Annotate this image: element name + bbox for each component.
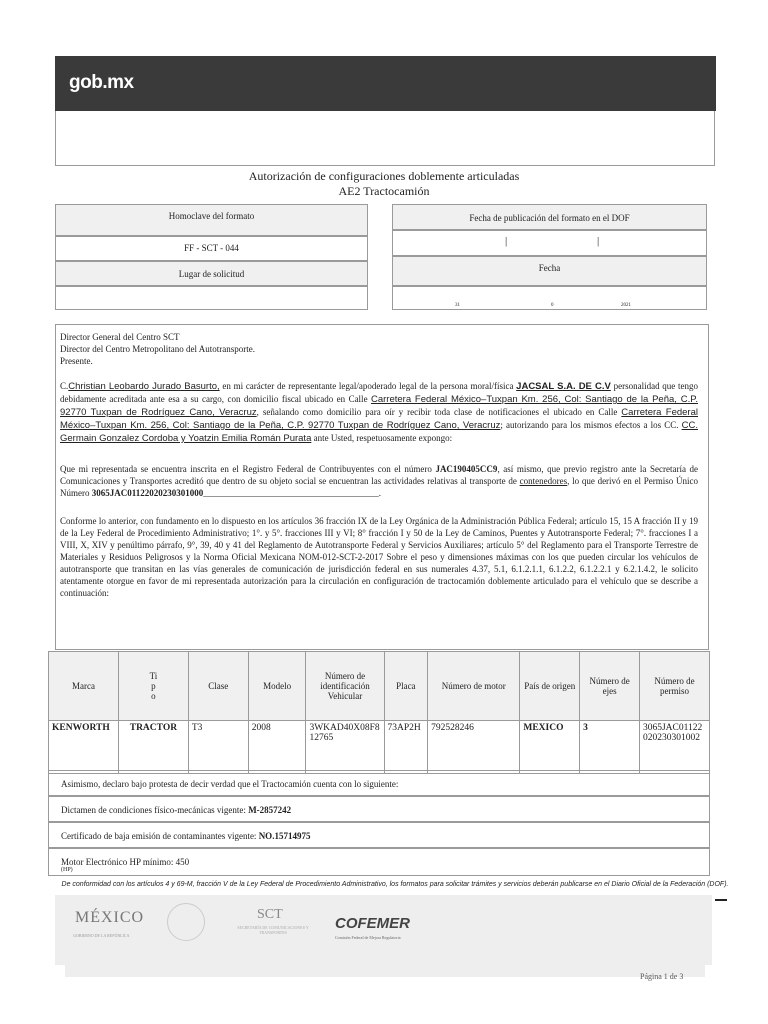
column-header: Ti p o [118, 652, 188, 721]
table-row [49, 721, 710, 774]
text-fragment: , señalando como domicilio para oír y recibir toda clase de notificaciones el ubicado en Calle [256, 407, 622, 417]
addressee-line: Director del Centro Metropolitano del Autotransporte. [60, 344, 255, 354]
cell-modelo: 2008 [248, 721, 306, 774]
cell-pais: MEXICO [520, 721, 580, 774]
fecha-label: Fecha [392, 256, 707, 286]
activity-type: contenedores [519, 476, 568, 486]
fecha-pub-label: Fecha de publicación del formato en el DOF [392, 204, 707, 230]
text-fragment: , lo que derivó en el Permiso Único Número [60, 476, 698, 498]
rfc-number: JAC190405CC9 [435, 464, 498, 474]
fecha-value[interactable] [392, 286, 707, 310]
cell-ejes: 3 [580, 721, 640, 774]
cell-marca: KENWORTH [49, 721, 119, 774]
column-header: Número de permiso [639, 652, 709, 721]
text-fragment: ; autorizando para los mismos efectos a los CC. [500, 420, 682, 430]
column-header: Modelo [248, 652, 306, 721]
motor-unit: (HP) [61, 867, 73, 873]
column-header: Número de identificación Vehicular [306, 652, 384, 721]
cofemer-logo: COFEMER [335, 915, 410, 932]
dictamen-value: M-2857242 [248, 805, 292, 815]
text-fragment: , así mismo, que previo registro ante la Secretaría de Comunicaciones y Transportes acreditó que dentro de su objeto social se encuentran las actividades relativas al transporte de [60, 464, 699, 486]
declaration-certificado [48, 822, 710, 848]
footer-band-lower [65, 965, 705, 977]
date-separator: | [597, 235, 600, 247]
sct-logo-sub: SECRETARÍA DE COMUNICACIONES Y TRANSPORTES [237, 925, 309, 935]
table-header-row [49, 652, 710, 721]
header-bar [55, 56, 716, 111]
form-title: Autorización de configuraciones doblemente articuladas [248, 169, 520, 183]
paragraph-representation [60, 380, 698, 445]
column-header: País de origen [520, 652, 580, 721]
certificado-label: Certificado de baja emisión de contaminantes vigente: [61, 831, 259, 841]
column-header: Número de ejes [580, 652, 640, 721]
lugar-label: Lugar de solicitud [55, 261, 368, 286]
mexico-logo-sub: GOBIERNO DE LA REPÚBLICA [73, 933, 130, 938]
fecha-year: 2021 [621, 303, 631, 308]
paragraph-registry [60, 463, 698, 499]
cell-clase: T3 [188, 721, 248, 774]
cofemer-logo-sub: Comisión Federal de Mejora Regulatoria [335, 935, 401, 940]
date-separator: | [505, 235, 508, 247]
text-fragment: en mi carácter de representante legal/apoderado legal de la persona moral/física [219, 381, 517, 391]
cell-permiso: 3065JAC01122020230301002 [639, 721, 709, 774]
dictamen-label: Dictamen de condiciones físico-mecánicas vigente: [61, 805, 249, 815]
text-fragment: personalidad que tengo debidamente acreditada ante esa a su cargo, con domicilio fiscal ubicado en Calle [60, 381, 698, 404]
form-subtitle: AE2 Tractocamión [338, 184, 430, 198]
text-fragment: Que mi representada se encuentra inscrita en el Registro Federal de Contribuyentes con el número [60, 464, 436, 474]
declaration-intro: Asimismo, declaro bajo protesta de decir verdad que el Tractocamión cuenta con lo siguiente: [48, 770, 710, 796]
fecha-pub-value[interactable] [392, 230, 707, 256]
permit-number: 3065JAC01122020230301000 [91, 488, 204, 498]
authorized-persons: CC. Germain Gonzalez Cordoba y Yoatzin Emilia Román Purata [60, 420, 699, 444]
footer-rule [715, 899, 727, 901]
paragraph-legal-basis: Conforme lo anterior, con fundamento en lo dispuesto en los artículos 36 fracción IX de la Ley Orgánica de la Administración Pública Federal; artículo 15, 15 A fracción II y 19 de la Ley Federal de Procedimiento Administrativo; 1°. y 5°. fracciones III y VI; 8° fracción I y 50 de la Ley de Caminos, Puentes y Autotransporte Federal; 7°. fracciones I a VIII, X, XIV y penúltimo párrafo, 9°, 39, 40 y 41 del Reglamento de Autotransporte Federal y Servicios Auxiliares; artículo 5° del Reglamento para el Transporte Terrestre de Materiales y Residuos Peligrosos y la Norma Oficial Mexicana NOM-012-SCT-2-2017 Sobre el peso y dimensiones máximas con los que pueden circular los vehículos de autotransporte que transitan en las vías generales de comunicación de jurisdicción federal en sus numerales 4.37, 5.1, 6.1.2.1.1, 6.1.2.2, 6.1.2.2.1 y 6.2.1.4.2, le solicito atentamente otorgue en favor de mi representada autorización para la circulación en configuración de tractocamión doblemente articulado para el vehículo que se describe a continuación: [60, 516, 698, 598]
fiscal-address: Carretera Federal México–Tuxpan Km. 256, Col: Santiago de la Peña, C.P. 92770 Tuxpan de Rodríguez Cano, Veracruz [60, 394, 698, 418]
fecha-month: 0 [551, 303, 554, 308]
declaration-dictamen [48, 796, 710, 822]
lugar-value[interactable] [55, 286, 368, 310]
declaration-motor [48, 848, 710, 876]
notification-address: Carretera Federal México–Tuxpan Km. 256, Col: Santiago de la Peña, C.P. 92770 Tuxpan de Rodríguez Cano, Veracruz [60, 407, 698, 431]
text-fragment: C. [60, 381, 69, 391]
cell-tipo: TRACTOR [118, 721, 188, 774]
letter-addressee [60, 331, 700, 367]
presente-line: Presente. [60, 356, 93, 366]
company-name: JACSAL S.A. DE C.V [516, 381, 611, 392]
addressee-line: Director General del Centro SCT [60, 332, 180, 342]
footer-legal-note: De conformidad con los artículos 4 y 69-M, fracción V de la Ley Federal de Procedimiento Administrativo, los formatos para solicitar trámites y servicios deberán publicarse en el Diario Oficial de la Federación (DOF). [61, 881, 729, 888]
column-header: Marca [49, 652, 119, 721]
column-header: Placa [384, 652, 428, 721]
text-fragment: ante Usted, respetuosamente expongo: [311, 433, 453, 443]
page-number: Página 1 de 3 [640, 972, 684, 981]
header-blank-box [55, 111, 715, 166]
vehicle-table [48, 651, 710, 774]
footer-band [55, 895, 712, 965]
homoclave-value: FF - SCT - 044 [55, 236, 368, 261]
fecha-day: 31 [455, 303, 460, 308]
sct-logo: SCT [257, 907, 283, 922]
certificado-value: NO.15714975 [258, 831, 311, 841]
representative-name: Christian Leobardo Jurado Basurto, [68, 381, 220, 392]
homoclave-label: Homoclave del formato [55, 204, 368, 236]
cell-motor: 792528246 [428, 721, 520, 774]
gobmx-logo: gob.mx [69, 72, 134, 93]
text-fragment: _______________________________________. [203, 488, 382, 498]
column-header: Clase [188, 652, 248, 721]
cell-niv: 3WKAD40X08F812765 [306, 721, 384, 774]
column-header: Número de motor [428, 652, 520, 721]
mexico-logo: MÉXICO [75, 909, 145, 926]
cell-placa: 73AP2H [384, 721, 428, 774]
seal-icon [167, 903, 205, 941]
motor-label: Motor Electrónico HP mínimo: 450 [61, 857, 190, 867]
